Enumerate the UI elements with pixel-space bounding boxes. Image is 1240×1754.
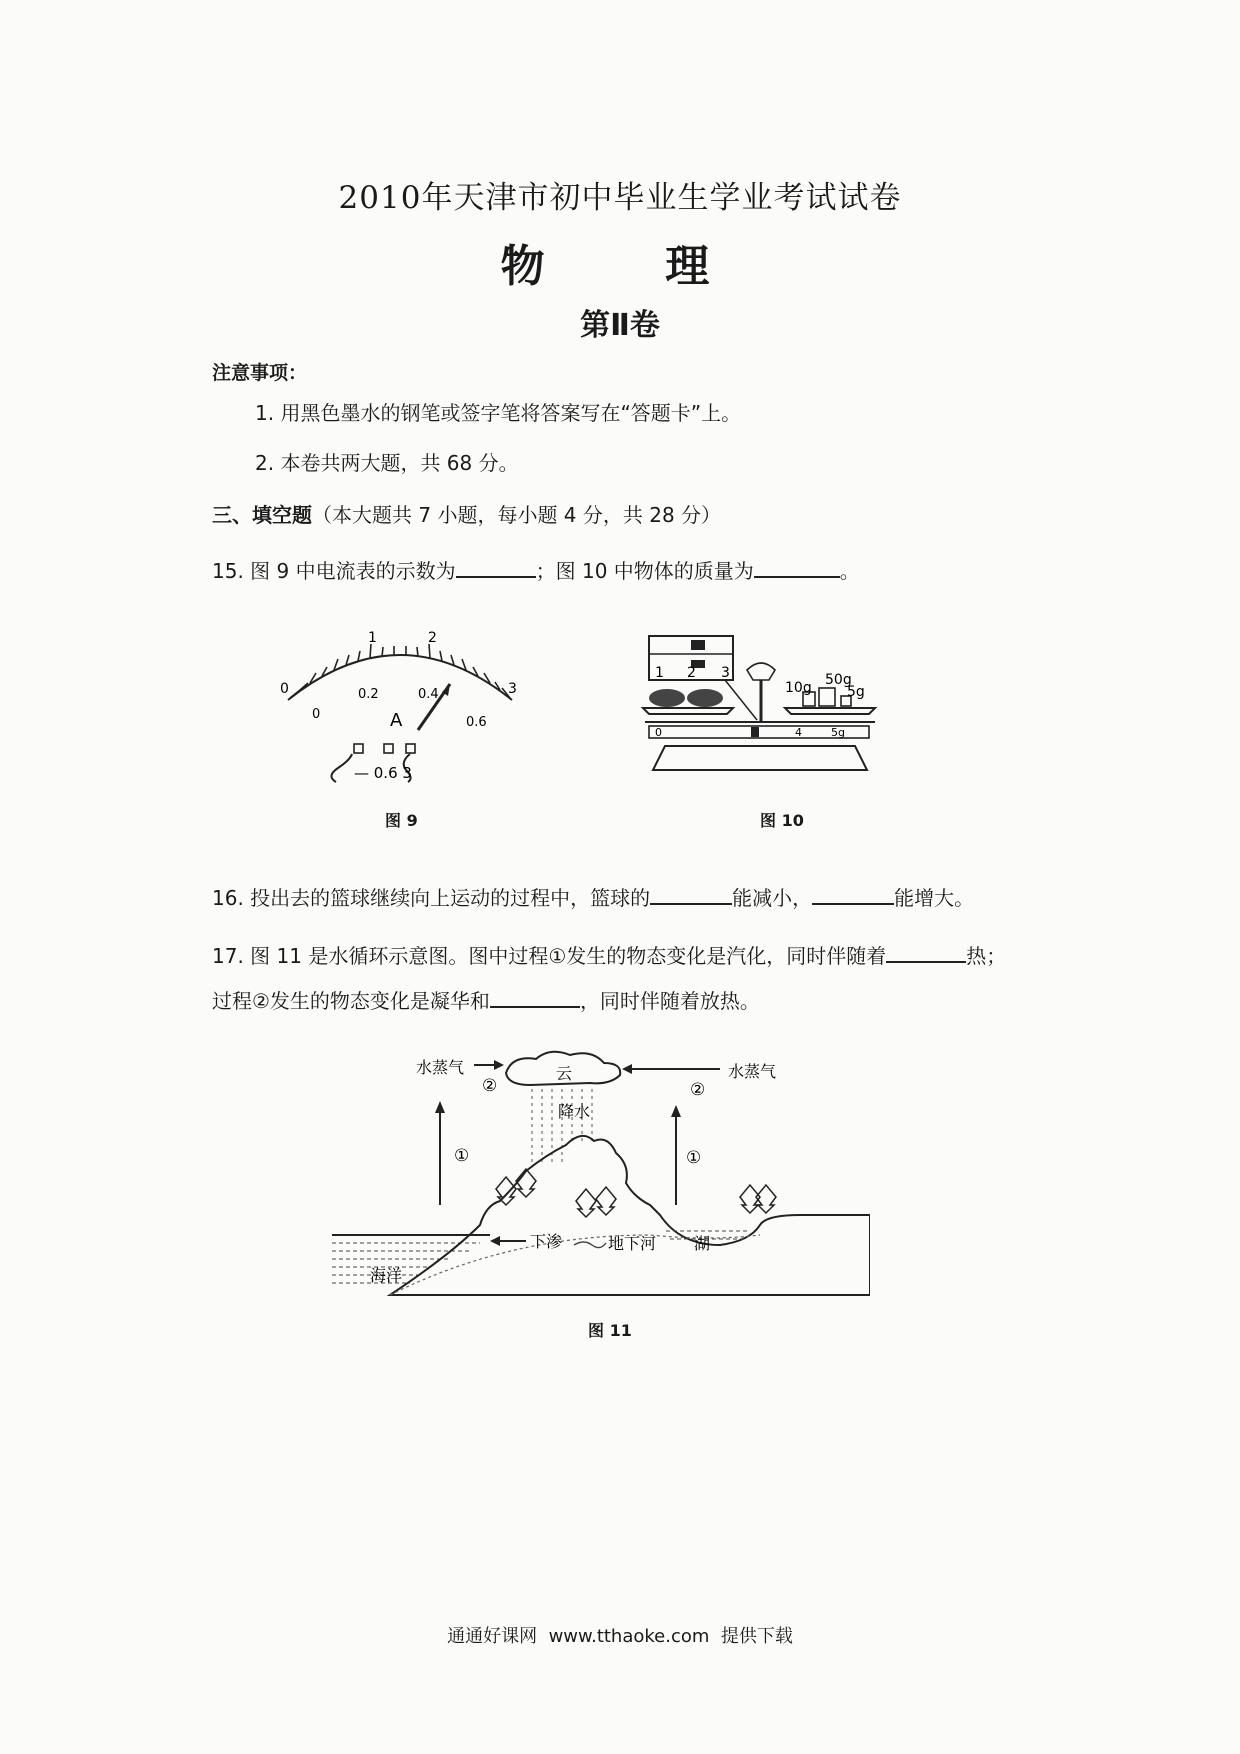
q16-text-3: 能增大。 bbox=[894, 886, 975, 910]
ammeter-ticks bbox=[290, 644, 510, 698]
q17-blank-2[interactable] bbox=[490, 988, 580, 1008]
label-step2-left: ② bbox=[482, 1076, 498, 1096]
q16-blank-1[interactable] bbox=[650, 885, 732, 905]
q15-text-1: 15. 图 9 中电流表的示数为 bbox=[212, 559, 456, 583]
left-pan bbox=[643, 708, 733, 714]
q17-text-3: 过程②发生的物态变化是凝华和 bbox=[212, 989, 490, 1013]
zoom-scale-1: 1 bbox=[655, 665, 664, 681]
weight-label-50g: 50g bbox=[825, 672, 852, 688]
section-3-title: 三、填空题 bbox=[212, 503, 312, 527]
beam-scale-5g: 5g bbox=[831, 726, 845, 739]
q15-blank-2[interactable] bbox=[754, 558, 840, 578]
figure-11-water-cycle bbox=[330, 1045, 870, 1310]
beam-scale-0: 0 bbox=[655, 726, 662, 739]
beam-rider bbox=[751, 727, 759, 737]
beam-scale-4: 4 bbox=[795, 726, 802, 739]
label-cloud: 云 bbox=[556, 1064, 573, 1083]
notice-item-2: 2. 本卷共两大题，共 68 分。 bbox=[255, 451, 519, 475]
scale-top-3: 3 bbox=[508, 681, 517, 697]
question-15 bbox=[212, 555, 860, 584]
balance-base bbox=[653, 746, 867, 770]
question-17-line-1 bbox=[212, 940, 1006, 969]
label-ocean: 海洋 bbox=[370, 1266, 403, 1285]
label-rain: 降水 bbox=[558, 1102, 591, 1121]
arrow-2-left-icon bbox=[494, 1060, 504, 1070]
scale-bottom-1: 0.2 bbox=[358, 687, 379, 702]
ammeter-unit: A bbox=[390, 710, 403, 731]
weight-50g bbox=[819, 688, 835, 706]
label-seep: 下渗 bbox=[530, 1232, 563, 1251]
terminal-06 bbox=[384, 744, 393, 753]
ocean-water bbox=[332, 1243, 480, 1283]
footer-credit: 通通好课网 www.tthaoke.com 提供下载 bbox=[447, 1626, 793, 1647]
q17-text-2: 热； bbox=[966, 944, 1007, 968]
scale-bottom-0: 0 bbox=[312, 707, 321, 722]
figure-9-ammeter bbox=[270, 630, 530, 795]
label-step2-right: ② bbox=[690, 1080, 706, 1100]
label-vapor-right: 水蒸气 bbox=[728, 1062, 777, 1081]
zoom-scale-3: 3 bbox=[721, 665, 730, 681]
label-step1-left: ① bbox=[454, 1146, 470, 1166]
q15-text-3: 。 bbox=[839, 559, 860, 583]
arrow-1-right-icon bbox=[671, 1105, 681, 1117]
scale-top-0: 0 bbox=[280, 681, 289, 697]
tree-icons bbox=[496, 1169, 776, 1217]
figure-9-caption: 图 9 bbox=[385, 811, 418, 830]
section-3-heading bbox=[212, 499, 721, 528]
scale-top-2: 2 bbox=[428, 630, 437, 646]
figure-10-balance bbox=[635, 630, 925, 790]
q17-text-1: 17. 图 11 是水循环示意图。图中过程①发生的物态变化是汽化，同时伴随着 bbox=[212, 944, 887, 968]
q16-blank-2[interactable] bbox=[812, 885, 894, 905]
scale-bottom-2: 0.4 bbox=[418, 687, 439, 702]
exam-title: 2010年天津市初中毕业生学业考试试卷 bbox=[338, 180, 902, 216]
terminal-neg bbox=[354, 744, 363, 753]
ammeter-arc bbox=[288, 655, 512, 700]
wire-left bbox=[331, 754, 352, 782]
scale-top-1: 1 bbox=[368, 630, 377, 646]
q15-text-2: ；图 10 中物体的质量为 bbox=[535, 559, 754, 583]
question-17-line-2 bbox=[212, 985, 760, 1014]
q17-blank-1[interactable] bbox=[886, 943, 966, 963]
label-vapor-left: 水蒸气 bbox=[416, 1058, 465, 1077]
balance-dial bbox=[747, 663, 775, 680]
scale-bottom-3: 0.6 bbox=[466, 715, 487, 730]
object-2 bbox=[687, 689, 723, 707]
question-16 bbox=[212, 882, 974, 911]
weight-label-5g: 5g bbox=[847, 684, 865, 700]
q17-text-4: ，同时伴随着放热。 bbox=[579, 989, 760, 1013]
notice-item-1: 1. 用黑色墨水的钢笔或签字笔将答案写在“答题卡”上。 bbox=[255, 401, 742, 425]
notice-heading: 注意事项： bbox=[212, 362, 308, 384]
volume-title: 第Ⅱ卷 bbox=[580, 308, 660, 343]
zoom-scale-2: 2 bbox=[687, 665, 696, 681]
q16-text-2: 能减小， bbox=[732, 886, 813, 910]
subject-title: 物 理 bbox=[500, 241, 740, 292]
underground-river-line bbox=[574, 1242, 606, 1248]
label-lake: 湖 bbox=[694, 1234, 711, 1253]
zoom-rider bbox=[691, 640, 705, 650]
rain-lines bbox=[532, 1089, 592, 1165]
right-pan bbox=[785, 708, 875, 714]
weight-label-10g: 10g bbox=[785, 680, 812, 696]
label-step1-right: ① bbox=[686, 1148, 702, 1168]
q15-blank-1[interactable] bbox=[456, 558, 536, 578]
label-underground-river: 地下河 bbox=[608, 1234, 657, 1253]
terminal-labels: — 0.6 3 bbox=[354, 764, 412, 782]
seep-arrow-icon bbox=[490, 1236, 500, 1246]
arrow-1-left-icon bbox=[435, 1101, 445, 1113]
section-3-desc: （本大题共 7 小题，每小题 4 分，共 28 分） bbox=[312, 503, 722, 527]
zoom-pointer bbox=[725, 680, 757, 720]
figure-11-caption: 图 11 bbox=[588, 1321, 632, 1340]
q16-text-1: 16. 投出去的篮球继续向上运动的过程中，篮球的 bbox=[212, 886, 651, 910]
object-1 bbox=[649, 689, 685, 707]
terminal-3 bbox=[406, 744, 415, 753]
figure-10-caption: 图 10 bbox=[760, 811, 804, 830]
